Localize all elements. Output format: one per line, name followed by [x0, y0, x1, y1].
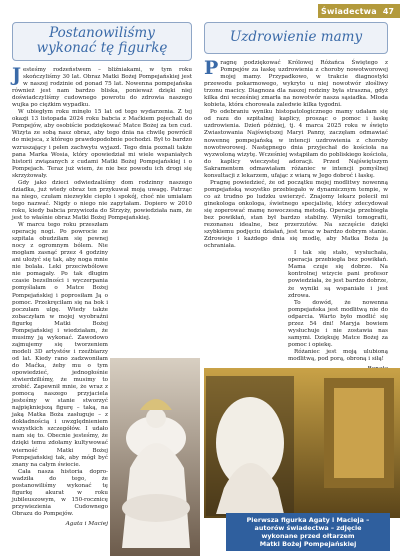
left-paragraph: W ubiegłym roku minęło 15 lat od tego wydarzenia. Z tej okazji 13 listopada 2024 roku babcia z Maćkiem pojechali do Pompejów, aby osobiście podziękować Matce Bożej za ten cud. Wizyta ze sobą nasz obraz, aby tego dnia na chwilę powrócił do miejsca, z którego prawdopodobnie pochodzi. Był to bardzo wzruszający i pełen zachwytu wyjazd. Tego dnia poznali także pana Marka Wosia, który opowiedział mi wiele wspaniałych historii związanych z cudami Matki Bożej Pompejańskiej i o Pompejach. Teraz już wiem, że nie bez powodu ich drogi się skrzyżowały. — [12, 109, 192, 179]
left-paragraph: Jesteśmy rodzeństwem – bliźniakami, w tym roku skończyliśmy 30 lat. Obraz Matki Bożej Pompejańskiej jest w naszej rodzinie od ponad 75 lat. Nowenna pompejańska również jest nam bardzo bliska, ponieważ dzięki niej doświadczyliśmy cudownego powrotu do zdrowia naszego wujka po ciężkim wypadku. — [12, 64, 192, 109]
altar-image — [204, 368, 400, 518]
right-title: Uzdrowienie mamy — [229, 29, 363, 45]
right-paragraph: Pragnę powiedzieć, że od początku mojej modlitwy nowenną pompejańską wszystko przebiegało w dynamicznym tempie, w co aż trudno po ludzku uwierzyć. Znajomy lekarz polecił mi ginekologa onkologa, świetnego specjalistę, który zdecydował się zoperować mamę nowoczesną metodą. Operacja przebiegła bez powikłań, stan był bardzo stabilny. Wyniki tomografii, rezonansu idealne, bez przerzutów. Na szczęście dzięki szybkiemu podjęciu działań, jest teraz w bardzo dobrym stanie. Zdrowieje i każdego dnia się modlę, aby Matka Boża ją ochraniała. — [204, 179, 388, 250]
right-paragraph: Pragnę podziękować Królowej Różańca Świętego z Pompejów za łaskę uzdrowienia z choroby nowotworowej mojej mamy. Przypadkowo, w trakcie diagnostyki przewodu pokarmowego, wykryto u niej nowotwór złośliwy trzonu macicy. Diagnoza dla naszej rodziny była straszna, gdyż kilka dni wcześniej zmarła na nowotwór nasza sąsiadka. Młoda kobieta, która chorowała zaledwie kilka tygodni. — [204, 57, 388, 109]
caption-line: Matki Bożej Pompejańskiej — [259, 540, 357, 548]
caption-line: autorów świadectwa – zdjęcie — [254, 524, 362, 532]
right-article — [204, 22, 388, 373]
left-paragraph: Gdy jako dzieci odwiedzaliśmy dom rodzinny naszego dziadka, już wtedy obraz ten przykuwał moją uwagę. Patrząc na niego, czułam niezwykłe ciepło i spokój, choć nie umiałam tego nazwać. Nigdy o niego nie zapytałam. Dopiero w 2010 roku, kiedy babcia przywiozła do Strzyży, powiedziała nam, że jest to właśnie obraz Matki Bożej Pompejańskiej. — [12, 179, 192, 221]
photo-caption — [226, 513, 390, 551]
right-paragraph: I tak się stało, wysłuchała, operacja przebiegła bez powikłań. Mama czuje się dobrze. Na kontrolnej wizycie pani profesor powiedziała, że jest bardzo dobrze, że wyniki są wspaniałe i jest zdrowa. — [288, 250, 388, 299]
left-article-title — [12, 22, 192, 61]
right-article-body — [204, 57, 388, 373]
caption-line: Pierwsza figurka Agaty i Macieja – — [246, 516, 370, 524]
right-paragraph: Różaniec jest moją ulubioną modlitwą, pod porą, obroną i siłą! — [288, 348, 388, 362]
left-paragraph: W marcu tego roku przeszłam operację nogi. Po powrocie ze szpitala obudziłam się pewnej nocy z ogromnym bólem. Nie mogłam zasnąć przez 4 godziny ani ułożyć się tak, aby noga mnie nie bolała. Leki przeciwbólowe nie pomagały. Po tak długim czasie bezsilności i wyczerpania pomyślałam o Matce Bożej Pompejańskiej i poprosiłam Ją o pomoc. Przekręciłam się na bok i poczułam ulgę. Wtedy także zobaczyłam w mojej wyobraźni figurkę Matki Bożej Pompejańskiej i wiedziałam, że musimy ją wykonać. Zawodowo zajmujemy się tworzeniem modeli 3D artystów i rzeźbiarzy od lat. Kiedy rano zadzwoniłam do Maćka, żeby mu o tym opowiedzieć, jednogłośnie stwierdziliśmy, że musimy to zrobić. Zapewnił mnie, że wraz z pomocą naszego przyjaciela jesteśmy w stanie stworzyć najpiękniejszą figurę – taką, na jaką Matka Boża zasługuje – z dokładnością i uwzględnieniem wszystkich szczegółów. I udało nam się to. Obecnie jesteśmy, że dzięki temu zdołamy kultywować wierność Matki Bożej Pompejańskiej tak, aby mógł być znany na całym świecie. — [12, 222, 108, 468]
section-header — [318, 4, 400, 18]
section-label: Świadectwa — [321, 6, 377, 16]
caption-line: wykonane przed ołtarzem — [261, 532, 355, 540]
left-paragraph: Cała nasza historia doprowadziła do tego, że postanowiliśmy wykonać tę figurkę akurat w roku jubileuszowym, w 150-rocznicę przywiezienia Cudownego Obrazu do Pompejów. — [12, 468, 108, 517]
right-paragraph: Po odebraniu wyniku histopatologicznego mamy udałam się od razu do szpitalnej kaplicy, prosząc o pomoc i łaskę uzdrowienia. Dzień później, tj. 4 marca 2025 roku w święto Zwiastowania Najświętszej Maryi Panny, zaczęłam odmawiać nowennę pompejańską w intencji uzdrowienia z choroby nowotworowej. Następnego dnia przyjechał do kościoła na wyzwoloną wizytę. Wcześniej wstąpiłam do pobliskiego kościoła, do kaplicy wieczystej adoracji. Przed Najświętszym Sakramentem odmawiałam różaniec w intencji pomyślnej konsultacji z lekarzem, ufając z wiarą w Jego dobroć i łaskę. — [204, 109, 388, 179]
right-paragraph: To dowód, że nowenna pompejańska jest modlitwą nie do odparcia. Warto było modlić się przez 54 dni! Maryja bowiem wysłuchuje i nie zostawia nas samymi. Dziękuję Matce Bożej za pomoc i opiekę. — [288, 299, 388, 348]
right-article-title — [204, 22, 388, 54]
right-dropcap: P — [204, 57, 219, 79]
left-dropcap: J — [12, 64, 21, 86]
page-number: 47 — [382, 6, 394, 16]
left-signature: Agata i Maciej — [65, 521, 108, 527]
left-title-line2: wykonać tę figurkę — [36, 40, 168, 56]
left-title-line1: Postanowiliśmy — [49, 25, 155, 41]
altar-photo — [204, 368, 400, 518]
figurine-image — [110, 358, 200, 556]
figurine-photo — [110, 358, 200, 556]
